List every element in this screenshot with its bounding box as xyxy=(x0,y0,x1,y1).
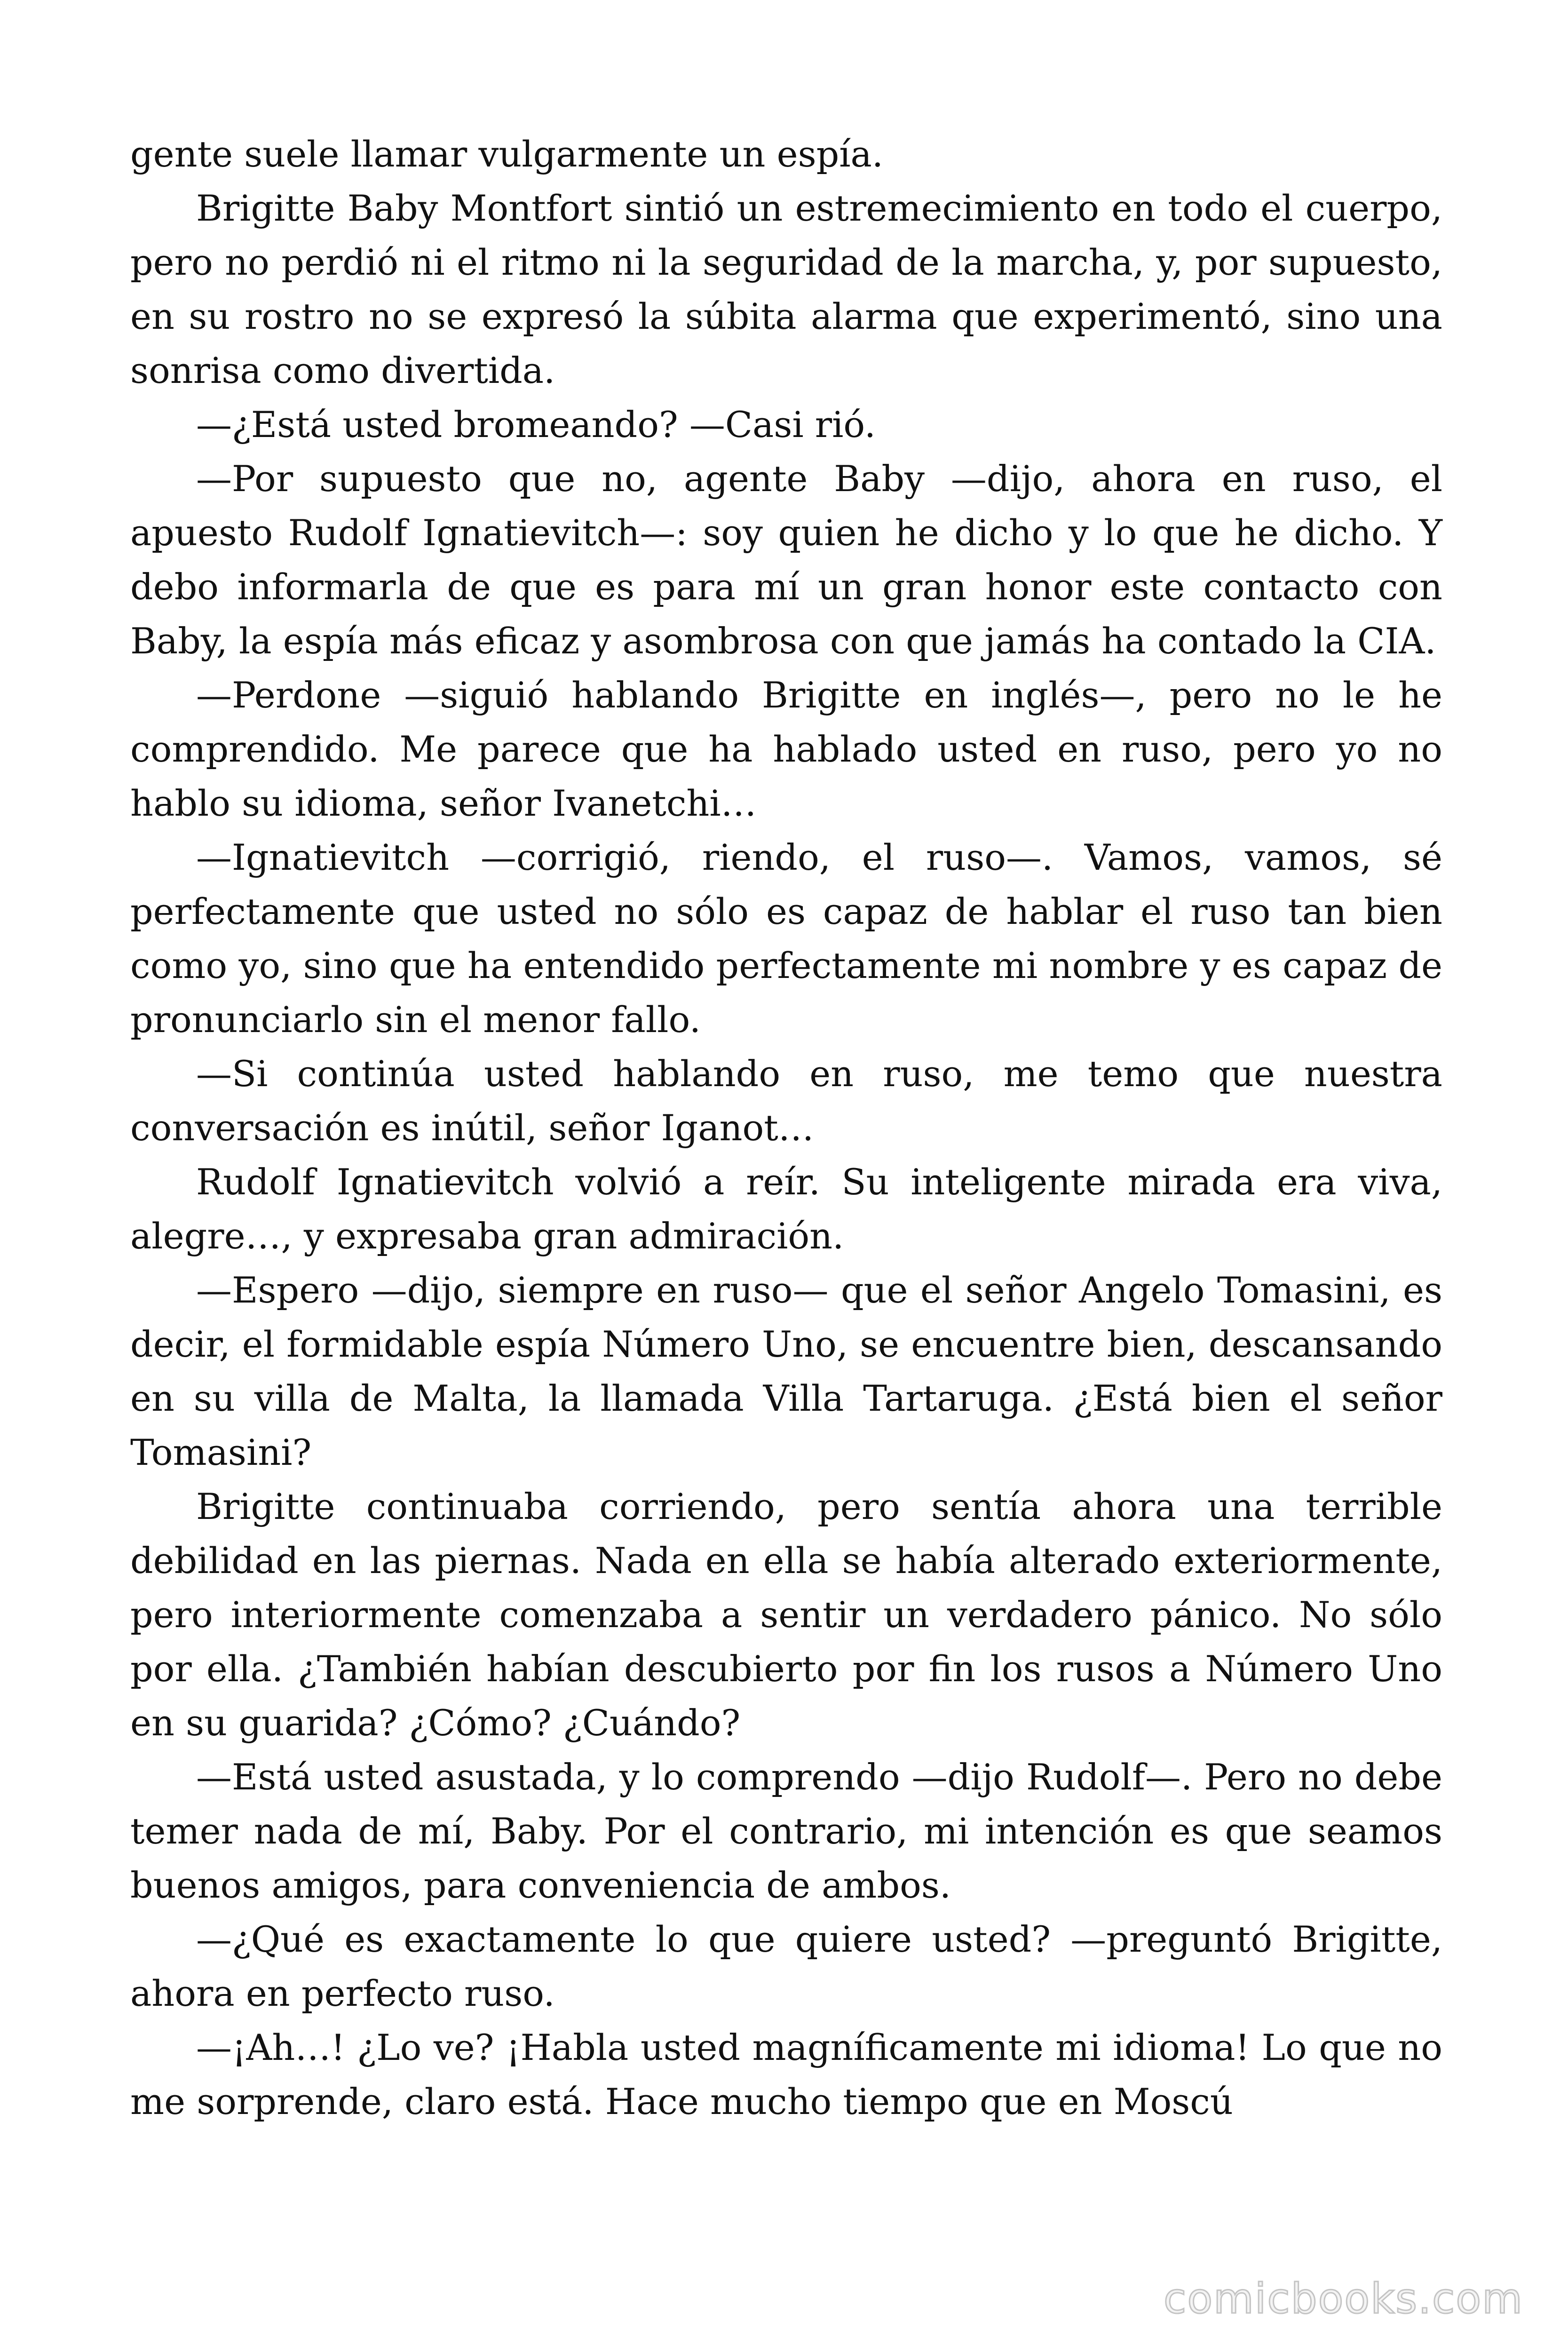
paragraph: Brigitte continuaba corriendo, pero sentía ahora una terrible debilidad en las piernas. Nada en ella se había alterado exteriormente, pero interiormente comenzaba a sentir un verdadero pánico. No sólo por ella. ¿También habían descubierto por fin los rusos a Número Uno en su guarida? ¿Cómo? ¿Cuándo? xyxy=(130,1486,1442,1744)
paragraph-continuation: gente suele llamar vulgarmente un espía. xyxy=(130,133,884,175)
paragraph: —Ignatievitch —corrigió, riendo, el ruso—. Vamos, vamos, sé perfectamente que usted no sólo es capaz de hablar el ruso tan bien como yo, sino que ha entendido perfectamente mi nombre y es capaz de pronunciarlo sin el menor fallo. xyxy=(130,836,1442,1041)
paragraph: —Está usted asustada, y lo comprendo —dijo Rudolf—. Pero no debe temer nada de mí, Baby. Por el contrario, mi intención es que seamos buenos amigos, para conveniencia de ambos. xyxy=(130,1756,1442,1906)
paragraph: —Espero —dijo, siempre en ruso— que el señor Angelo Tomasini, es decir, el formidable espía Número Uno, se encuentre bien, descansando en su villa de Malta, la llamada Villa Tartaruga. ¿Está bien el señor Tomasini? xyxy=(130,1269,1442,1473)
paragraph: —¿Qué es exactamente lo que quiere usted? —preguntó Brigitte, ahora en perfecto ruso. xyxy=(130,1918,1442,2014)
paragraph: Brigitte Baby Montfort sintió un estremecimiento en todo el cuerpo, pero no perdió ni el ritmo ni la seguridad de la marcha, y, por supuesto, en su rostro no se expresó la súbita alarma que experimentó, sino una sonrisa como divertida. xyxy=(130,187,1442,391)
paragraph: —¡Ah…! ¿Lo ve? ¡Habla usted magníficamente mi idioma! Lo que no me sorprende, claro está. Hace mucho tiempo que en Moscú xyxy=(130,2026,1442,2122)
body-text xyxy=(130,127,1442,2129)
paragraph: —Perdone —siguió hablando Brigitte en inglés—, pero no le he comprendido. Me parece que ha hablado usted en ruso, pero yo no hablo su idioma, señor Ivanetchi… xyxy=(130,674,1442,824)
watermark: comicbooks.com xyxy=(1163,2274,1523,2323)
paragraph: —¿Está usted bromeando? —Casi rió. xyxy=(196,404,876,445)
paragraph: —Por supuesto que no, agente Baby —dijo, ahora en ruso, el apuesto Rudolf Ignatievitch—: soy quien he dicho y lo que he dicho. Y debo informarla de que es para mí un gran honor este contacto con Baby, la espía más eficaz y asombrosa con que jamás ha contado la CIA. xyxy=(130,458,1442,662)
paragraph: —Si continúa usted hablando en ruso, me temo que nuestra conversación es inútil, señor Iganot… xyxy=(130,1053,1442,1149)
paragraph: Rudolf Ignatievitch volvió a reír. Su inteligente mirada era viva, alegre…, y expresaba gran admiración. xyxy=(130,1161,1442,1257)
